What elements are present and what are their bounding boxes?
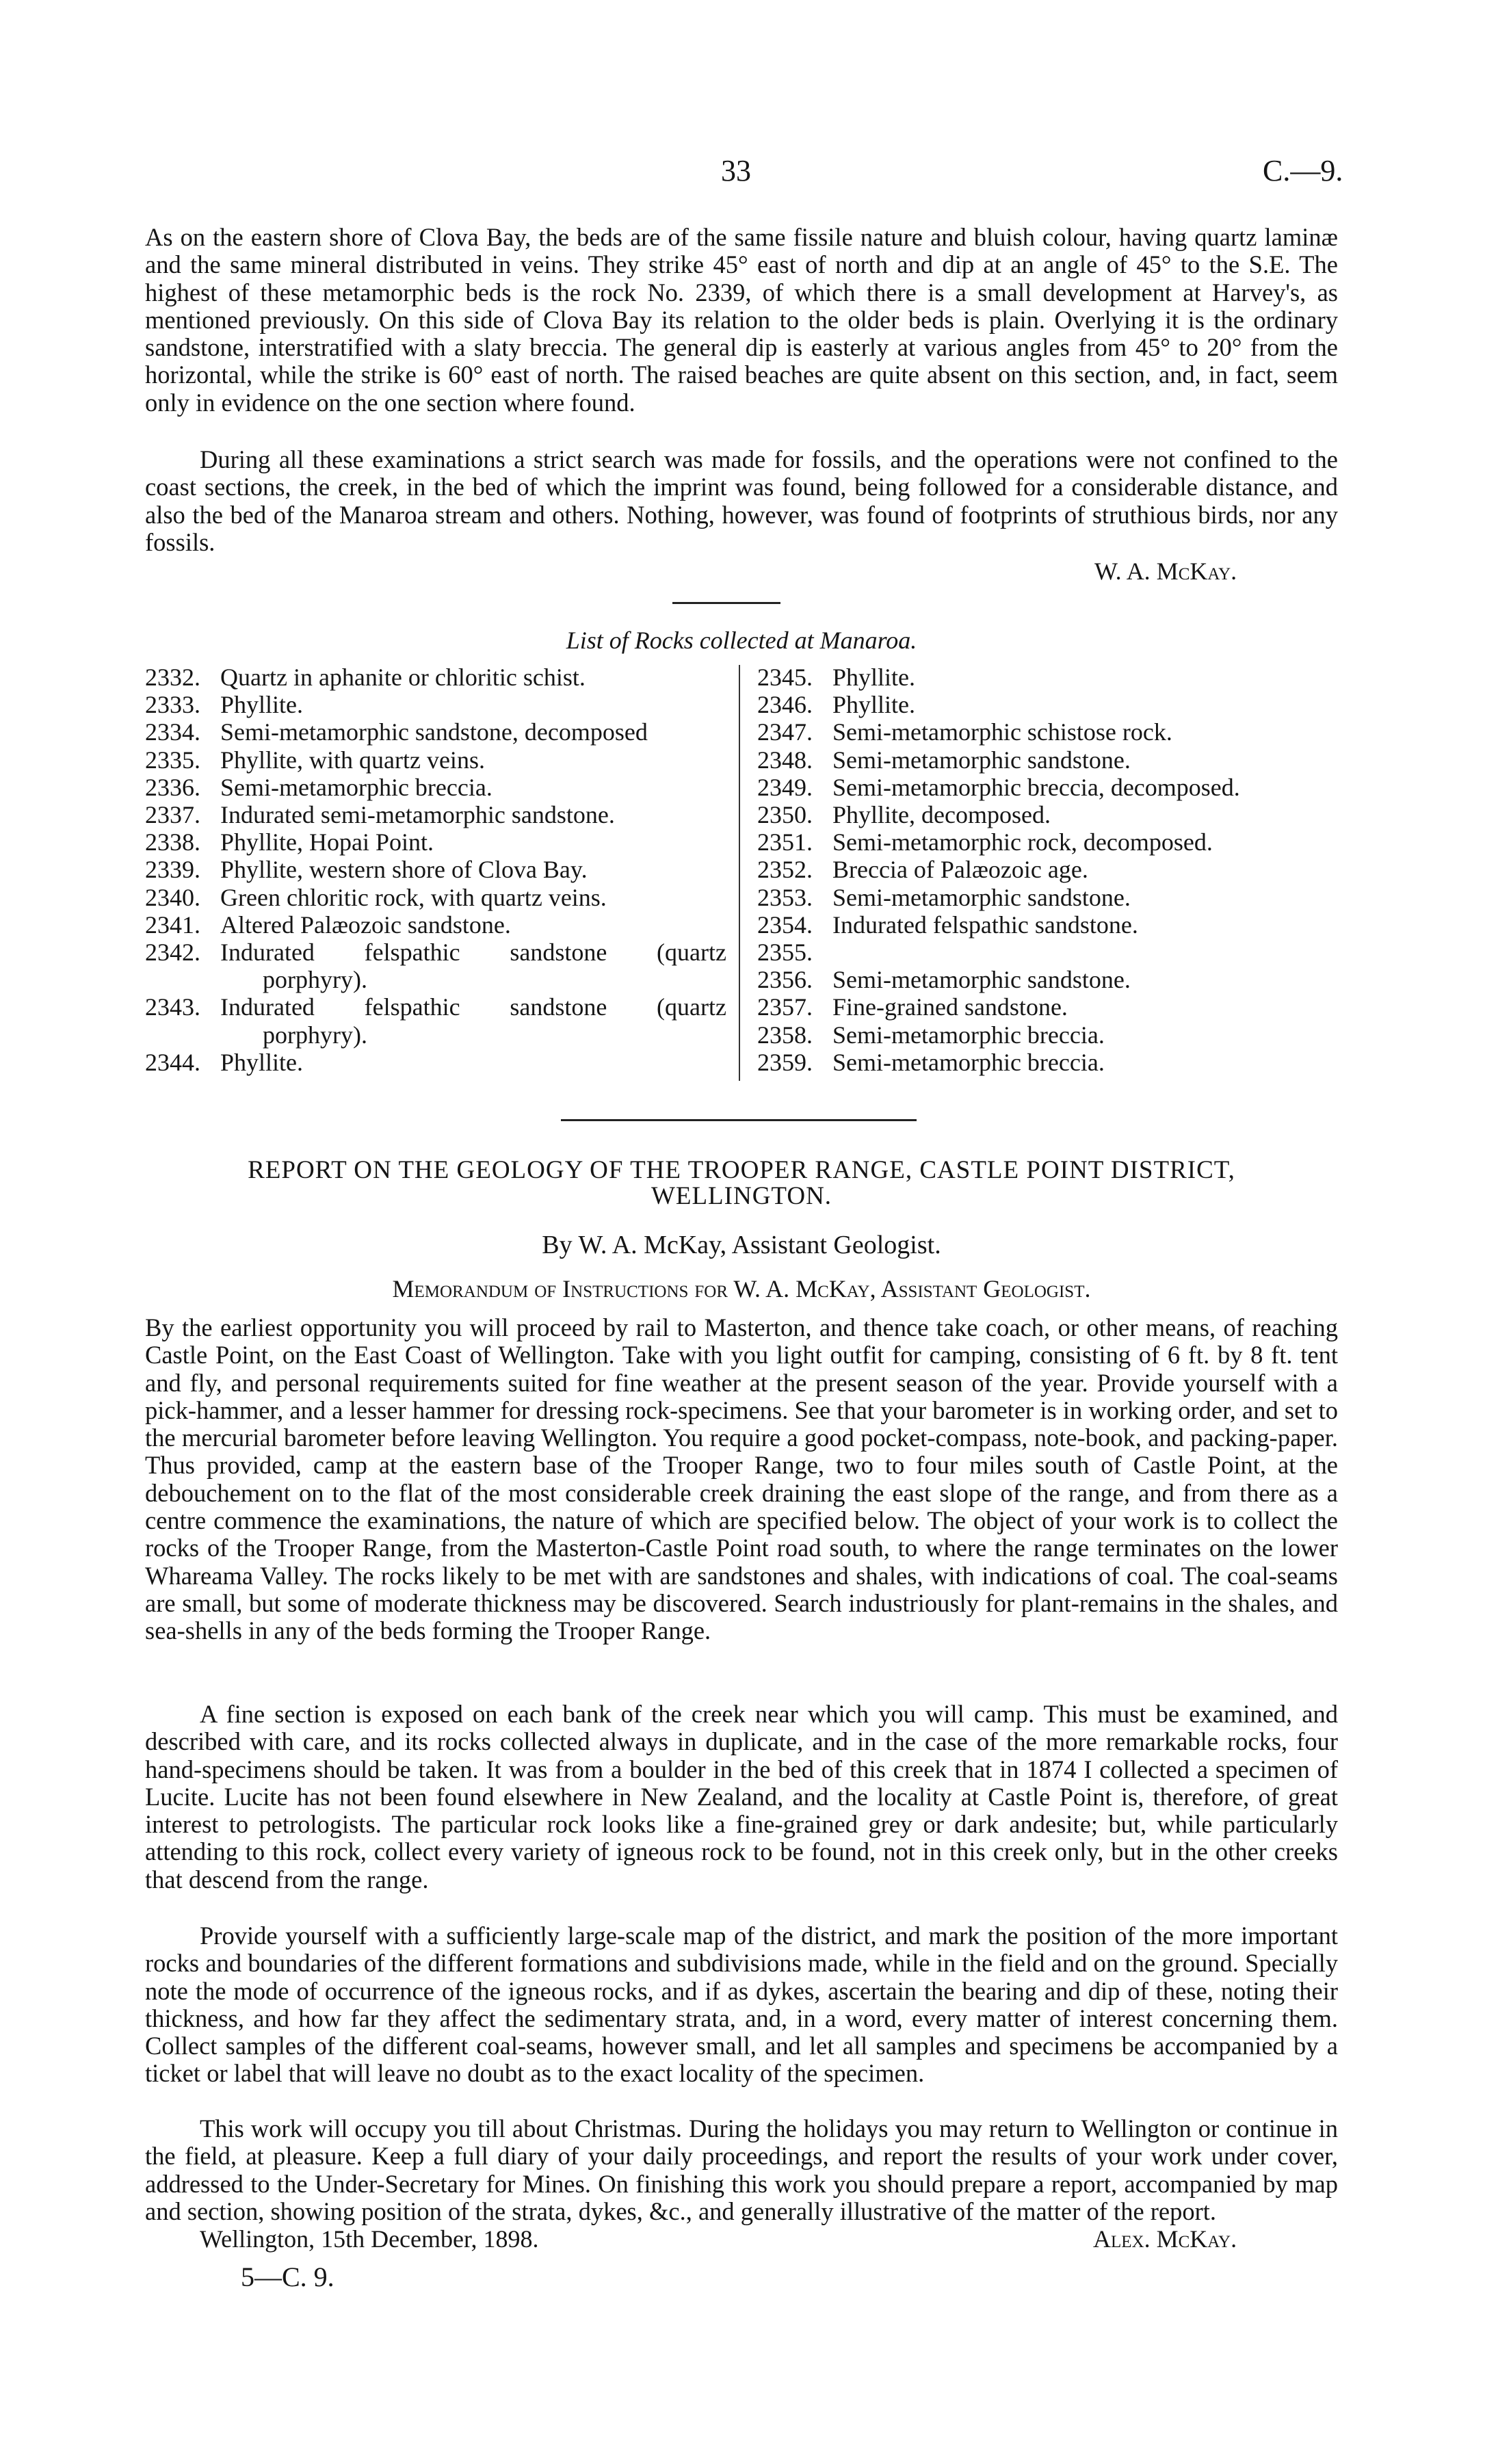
rock-list-right [757, 664, 1345, 1076]
list-item: 2337. Indurated semi-metamorphic sandstone. [145, 801, 615, 829]
page-number: 33 [721, 154, 751, 187]
list-item: 2355. [757, 939, 813, 967]
list-item: 2349. Semi-metamorphic breccia, decomposed. [757, 773, 1240, 801]
list-item: 2350. Phyllite, decomposed. [757, 801, 1051, 829]
report-title: REPORT ON THE GEOLOGY OF THE TROOPER RANGE, CASTLE POINT DISTRICT, WELLINGTON. [248, 1156, 1235, 1210]
signature-mark: 5—C. 9. [241, 2262, 334, 2292]
list-item: 2338. Phyllite, Hopai Point. [145, 828, 434, 856]
memo-paragraph-3: Provide yourself with a sufficiently large-scale map of the district, and mark the position of the more important rocks and boundaries of the different formations and subdivisions made, while in the field and on the ground. Specially note the mode of occurrence of the igneous rocks, and if as dykes, ascertain the bearing and dip of these, noting their thickness, and how far they affect the sedimentary strata, and, in a word, every matter of interest concerning them. Collect samples of the different coal-seams, however small, and let all samples and specimens be accompanied by a ticket or label that will leave no doubt as to the exact locality of the specimen. [145, 1922, 1338, 2088]
list-item: 2356. Semi-metamorphic sandstone. [757, 966, 1131, 994]
memo-signature: Alex. McKay. [1093, 2225, 1237, 2253]
column-separator [739, 665, 740, 1081]
intro-signature: W. A. McKay. [1094, 558, 1237, 585]
report-byline: By W. A. McKay, Assistant Geologist. [542, 1231, 941, 1259]
memo-paragraph-1: By the earliest opportunity you will proceed by rail to Masterton, and thence take coach, or other means, of reaching Castle Point, on the East Coast of Wellington. Take with you light outfit for camping, consisting of 6 ft. by 8 ft. tent and fly, and personal requirements suited for fine weather at the present season of the year. Provide yourself with a pick-hammer, and a lesser hammer for dressing rock-specimens. See that your barometer is in working order, and set to the mercurial barometer before leaving Wellington. You require a good pocket-compass, note-book, and packing-paper. Thus provided, camp at the eastern base of the Trooper Range, two to four miles south of Castle Point, at the debouchement on to the flat of the most considerable creek draining the east slope of the range, and from there as a centre commence the examinations, the nature of which are specified below. The object of your work is to collect the rocks of the Trooper Range, from the Masterton-Castle Point road south, to where the range terminates on the lower Whareama Valley. The rocks likely to be met with are sandstones and shales, with indications of coal. The coal-seams are small, but some of moderate thickness may be discovered. Search industriously for plant-remains in the shales, and sea-shells in any of the beds forming the Trooper Range. [145, 1313, 1338, 1645]
rock-list-title: List of Rocks collected at Manaroa. [566, 627, 917, 654]
list-item: 2343. Indurated felspathic sandstone (quartz porphyry). [145, 993, 726, 1049]
list-item: 2339. Phyllite, western shore of Clova Bay. [145, 856, 588, 884]
memo-heading: Memorandum of Instructions for W. A. McKay, Assistant Geologist. [392, 1275, 1091, 1302]
list-item: 2342. Indurated felspathic sandstone (quartz porphyry). [145, 939, 726, 994]
list-item: 2341. Altered Palæozoic sandstone. [145, 910, 511, 939]
section-divider [672, 602, 780, 604]
list-item: 2359. Semi-metamorphic breccia. [757, 1048, 1105, 1076]
list-item: 2351. Semi-metamorphic rock, decomposed. [757, 828, 1213, 856]
list-item: 2335. Phyllite, with quartz veins. [145, 746, 485, 774]
list-item: 2348. Semi-metamorphic sandstone. [757, 746, 1131, 774]
list-item: 2352. Breccia of Palæozoic age. [757, 856, 1088, 884]
list-item: 2345. Phyllite. [757, 664, 916, 691]
memo-paragraph-2: A fine section is exposed on each bank of the creek near which you will camp. This must be examined, and described with care, and its rocks collected always in duplicate, and in the case of the more remarkable rocks, four hand-specimens should be taken. It was from a boulder in the bed of this creek that in 1874 I collected a specimen of Lucite. Lucite has not been found elsewhere in New Zealand, and the locality at Castle Point is, therefore, of great interest to petrologists. The particular rock looks like a fine-grained grey or dark andesite; but, while particularly attending to this rock, collect every variety of igneous rock to be found, not in this creek only, but in the other creeks that descend from the range. [145, 1700, 1338, 1893]
list-item: 2344. Phyllite. [145, 1048, 304, 1076]
rock-list-left [145, 664, 726, 1076]
list-item: 2332. Quartz in aphanite or chloritic schist. [145, 664, 586, 691]
list-item: 2353. Semi-metamorphic sandstone. [757, 883, 1131, 911]
list-item: 2354. Indurated felspathic sandstone. [757, 910, 1138, 939]
list-item: 2333. Phyllite. [145, 691, 304, 719]
document-reference: C.—9. [1263, 154, 1343, 187]
memo-place-date: Wellington, 15th December, 1898. [200, 2225, 539, 2253]
list-item: 2334. Semi-metamorphic sandstone, decomposed [145, 718, 648, 746]
intro-paragraph-1: As on the eastern shore of Clova Bay, the beds are of the same fissile nature and bluish colour, having quartz laminæ and the same mineral distributed in veins. They strike 45° east of north and dip at an angle of 45° to the S.E. The highest of these metamorphic beds is the rock No. 2339, of which there is a small development at Harvey's, as mentioned previously. On this side of Clova Bay its relation to the older beds is plain. Overlying it is the ordinary sandstone, interstratified with a slaty breccia. The general dip is easterly at various angles from 45° to 20° from the horizontal, while the strike is 60° east of north. The raised beaches are quite absent on this section, and, in fact, seem only in evidence on the one section where found. [145, 223, 1338, 417]
memo-paragraph-4: This work will occupy you till about Christmas. During the holidays you may return to Wellington or continue in the field, at pleasure. Keep a full diary of your daily proceedings, and report the results of your work under cover, addressed to the Under-Secretary for Mines. On finishing this work you should prepare a report, accompanied by map and section, showing position of the strata, dykes, &c., and generally illustrative of the matter of the report. [145, 2114, 1338, 2225]
list-item: 2358. Semi-metamorphic breccia. [757, 1021, 1105, 1049]
list-item: 2340. Green chloritic rock, with quartz veins. [145, 883, 607, 911]
list-item: 2336. Semi-metamorphic breccia. [145, 773, 492, 801]
section-divider [561, 1119, 917, 1121]
list-item: 2357. Fine-grained sandstone. [757, 993, 1068, 1021]
list-item: 2346. Phyllite. [757, 691, 916, 719]
list-item: 2347. Semi-metamorphic schistose rock. [757, 718, 1172, 746]
intro-paragraph-2: During all these examinations a strict search was made for fossils, and the operations were not confined to the coast sections, the creek, in the bed of which the imprint was found, being followed for a considerable distance, and also the bed of the Manaroa stream and others. Nothing, however, was found of footprints of struthious birds, nor any fossils. [145, 445, 1338, 556]
